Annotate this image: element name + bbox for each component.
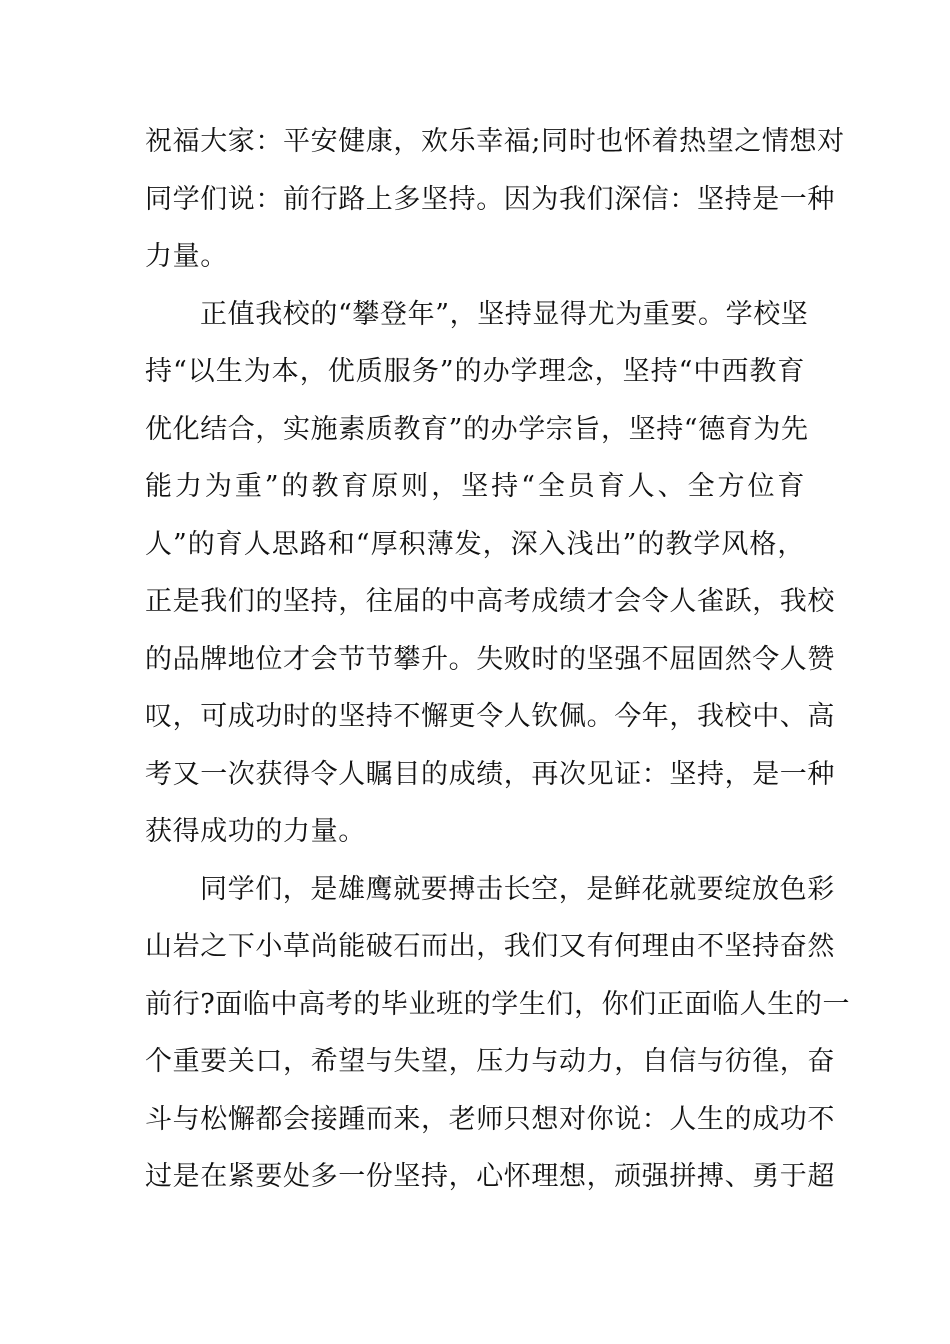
text-line: 斗与松懈都会接踵而来，老师只想对你说：人生的成功不: [145, 1104, 835, 1135]
paragraph-first-line: 同学们，是雄鹰就要搏击长空，是鲜花就要绽放色彩: [200, 874, 835, 905]
text-line: 个重要关口，希望与失望，压力与动力，自信与彷徨，奋: [145, 1046, 835, 1077]
paragraph-first-line: 正值我校的“攀登年”，坚持显得尤为重要。学校坚: [200, 299, 809, 330]
text-line: 前行?面临中高考的毕业班的学生们，你们正面临人生的一: [145, 989, 851, 1020]
text-line: 能力为重”的教育原则，坚持“全员育人、全方位育: [145, 471, 805, 502]
text-line: 同学们说：前行路上多坚持。因为我们深信：坚持是一种: [145, 184, 835, 215]
text-line: 祝福大家：平安健康，欢乐幸福;同时也怀着热望之情想对: [145, 126, 845, 157]
text-line: 叹，可成功时的坚持不懈更令人钦佩。今年，我校中、高: [145, 701, 835, 732]
text-line: 人”的育人思路和“厚积薄发，深入浅出”的教学风格，: [145, 529, 805, 560]
text-line: 获得成功的力量。: [145, 816, 366, 847]
text-line: 正是我们的坚持，往届的中高考成绩才会令人雀跃，我校: [145, 586, 835, 617]
text-line: 持“以生为本，优质服务”的办学理念，坚持“中西教育: [145, 356, 805, 387]
text-line: 力量。: [145, 241, 228, 272]
text-line: 优化结合，实施素质教育”的办学宗旨，坚持“德育为先: [145, 414, 809, 445]
text-line: 考又一次获得令人瞩目的成绩，再次见证：坚持，是一种: [145, 759, 835, 790]
text-line: 的品牌地位才会节节攀升。失败时的坚强不屈固然令人赞: [145, 644, 835, 675]
text-line: 山岩之下小草尚能破石而出，我们又有何理由不坚持奋然: [145, 931, 835, 962]
text-line: 过是在紧要处多一份坚持，心怀理想，顽强拼搏、勇于超: [145, 1161, 835, 1192]
